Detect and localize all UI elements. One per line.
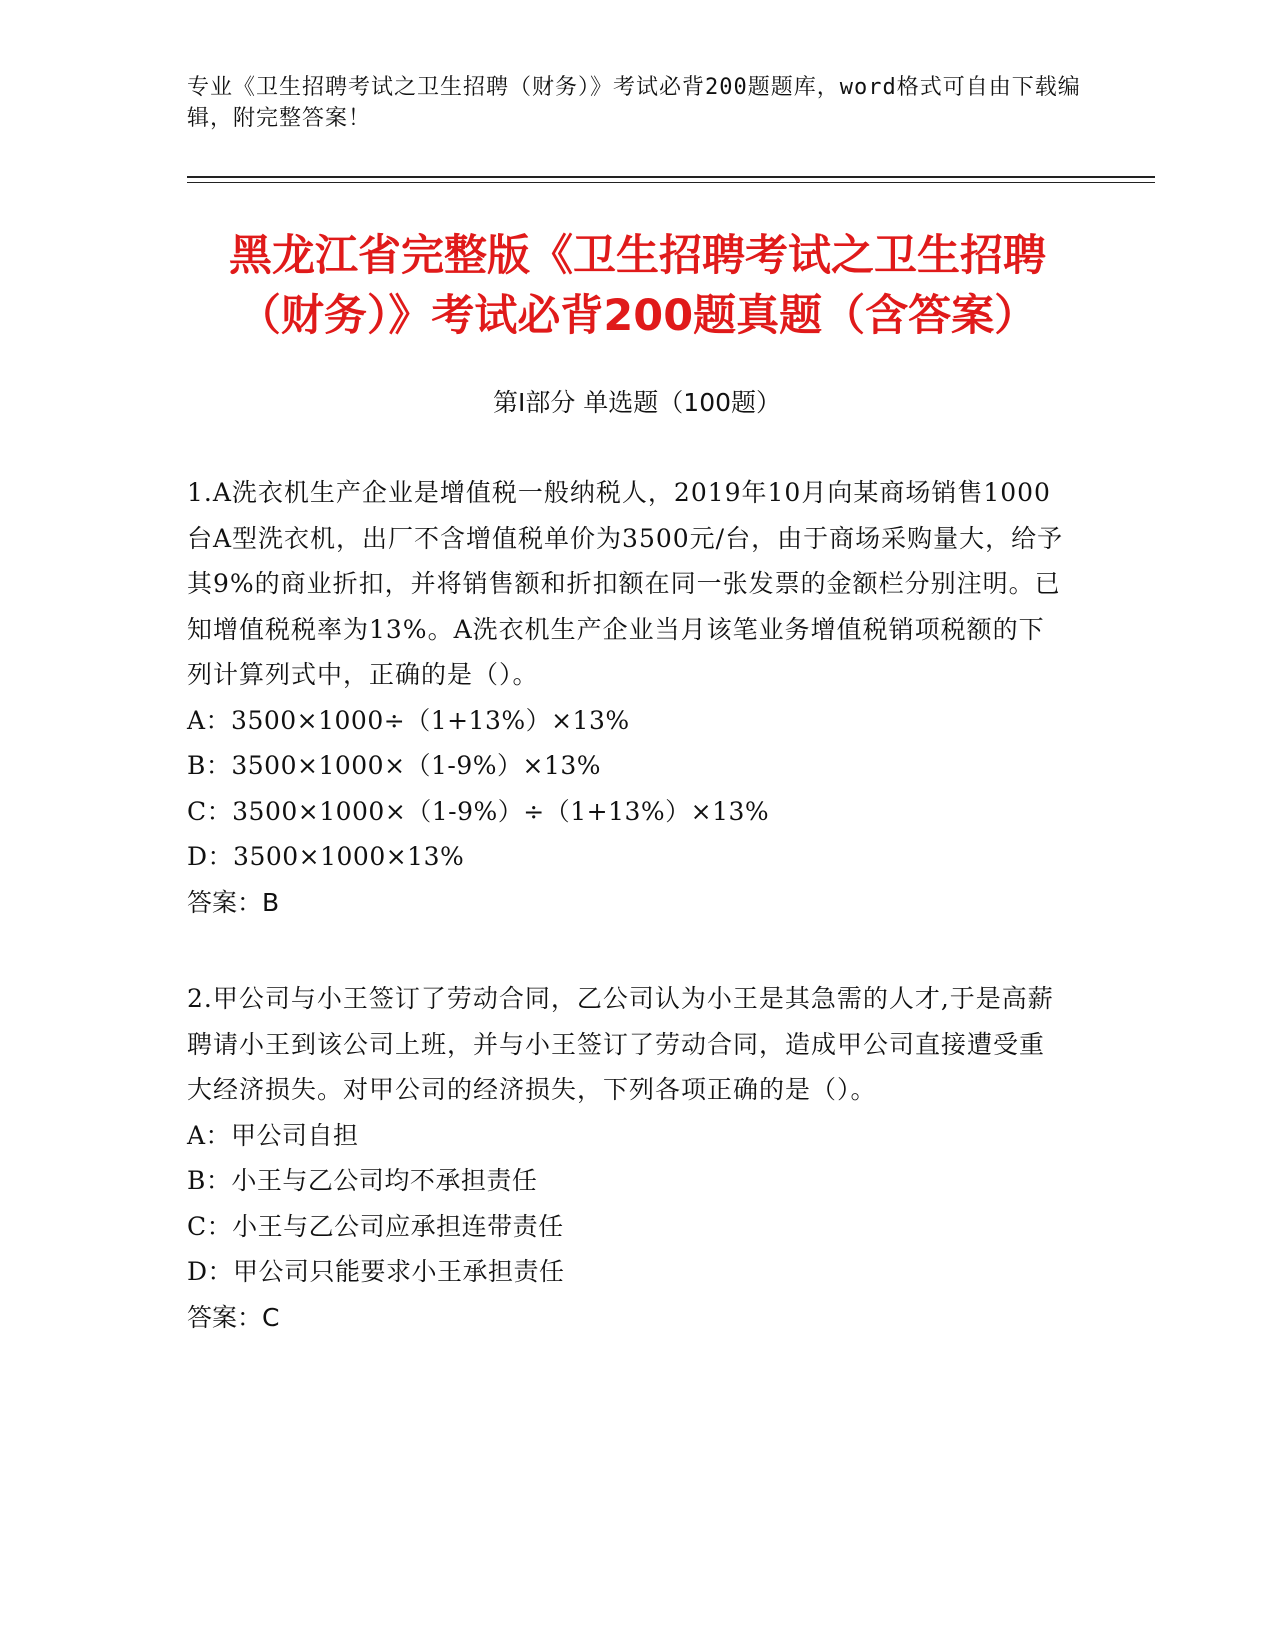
header-note: 专业《卫生招聘考试之卫生招聘（财务）》考试必背200题题库，word格式可自由下载编辑，附完整答案！ <box>187 75 1081 131</box>
option-d: D：3500×1000×13% <box>187 842 465 871</box>
option-b: B：小王与乙公司均不承担责任 <box>187 1166 538 1195</box>
answer-line: 答案：C <box>187 1302 280 1332</box>
question-stem: 2.甲公司与小王签订了劳动合同，乙公司认为小王是其急需的人才,于是高薪聘请小王到该公司上班，并与小王签订了劳动合同，造成甲公司直接遭受重大经济损失。对甲公司的经济损失，下列各项正确的是（）。 <box>187 984 1054 1104</box>
option-a: A：3500×1000÷（1+13%）×13% <box>187 705 630 735</box>
header-divider-thick <box>187 176 1155 178</box>
option-c: C：3500×1000×（1-9%）÷（1+13%）×13% <box>187 796 770 826</box>
option-d: D：甲公司只能要求小王承担责任 <box>187 1257 565 1286</box>
option-c: C：小王与乙公司应承担连带责任 <box>187 1211 564 1241</box>
header-divider-thin <box>187 182 1155 183</box>
question-2 <box>187 976 1067 1340</box>
document-title <box>160 226 1115 346</box>
answer-line: 答案：B <box>187 887 280 917</box>
question-stem: 1.A洗衣机生产企业是增值税一般纳税人，2019年10月向某商场销售1000台A型洗衣机，出厂不含增值税单价为3500元/台，由于商场采购量大，给予其9%的商业折扣，并将销售额和折扣额在同一张发票的金额栏分别注明。已知增值税税率为13%。A洗衣机生产企业当月该笔业务增值税销项税额的下列计算列式中，正确的是（）。 <box>187 478 1064 689</box>
option-a: A：甲公司自担 <box>187 1120 359 1150</box>
option-b: B：3500×1000×（1-9%）×13% <box>187 751 602 780</box>
title-line-1: 黑龙江省完整版《卫生招聘考试之卫生招聘 <box>229 231 1046 281</box>
section-title: 第Ⅰ部分 单选题（100题） <box>492 388 782 417</box>
question-1 <box>187 470 1067 925</box>
title-line-2: （财务）》考试必背200题真题（含答案） <box>237 291 1038 341</box>
